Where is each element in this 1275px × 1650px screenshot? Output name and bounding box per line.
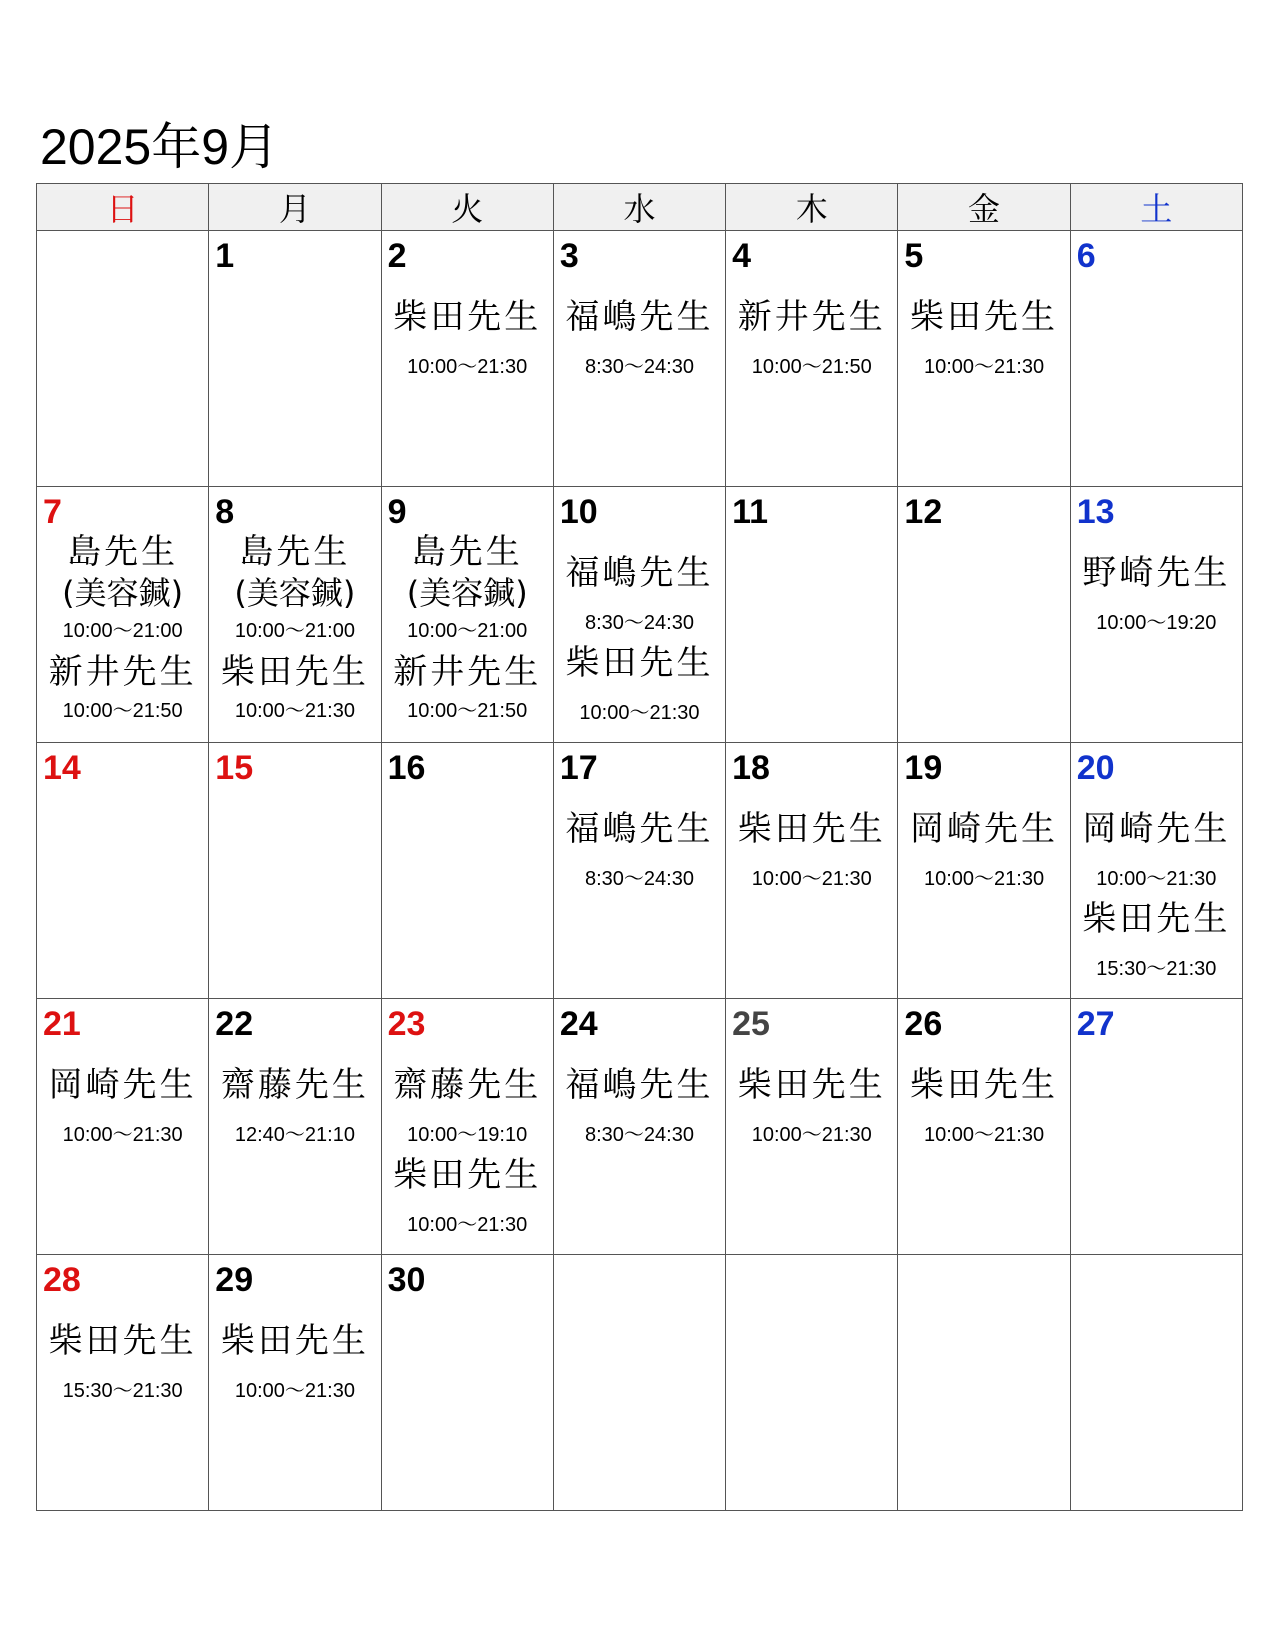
- shift-time: 10:00〜21:30: [751, 868, 872, 890]
- weekday-header-mon: 月: [209, 184, 381, 231]
- shift-list: [382, 531, 553, 731]
- weekday-header-tue: 火: [381, 184, 553, 231]
- shift-time: 10:00〜21:30: [407, 356, 528, 378]
- instructor-name: 柴田先生: [910, 1065, 1059, 1105]
- shift-list: [209, 1319, 380, 1413]
- day-cell[interactable]: [1070, 1255, 1242, 1511]
- shift-time: 10:00〜21:00: [234, 620, 355, 642]
- shift-time: 10:00〜21:30: [407, 1214, 528, 1236]
- day-cell[interactable]: [209, 1255, 381, 1511]
- shift-time: 10:00〜21:30: [234, 700, 355, 722]
- day-cell[interactable]: [1070, 743, 1242, 999]
- shift-time: 10:00〜21:00: [62, 620, 183, 642]
- day-cell[interactable]: [898, 999, 1070, 1255]
- shift-time: 10:00〜21:50: [62, 700, 183, 722]
- weekday-header-fri: 金: [898, 184, 1070, 231]
- day-cell[interactable]: [1070, 487, 1242, 743]
- day-number: 10: [559, 493, 598, 531]
- day-cell[interactable]: [553, 487, 725, 743]
- day-cell[interactable]: [209, 231, 381, 487]
- instructor-name: 福嶋先生: [565, 553, 714, 593]
- day-number: 16: [387, 749, 426, 787]
- day-number: 8: [215, 493, 235, 531]
- shift-list: [382, 295, 553, 389]
- shift-list: [554, 295, 725, 389]
- day-cell[interactable]: [381, 231, 553, 487]
- instructor-name: 島先生: [67, 532, 179, 572]
- weekday-header-wed: 水: [553, 184, 725, 231]
- shift-time: 12:40〜21:10: [234, 1124, 355, 1146]
- shift-time: 10:00〜21:50: [751, 356, 872, 378]
- shift-time: 10:00〜21:30: [579, 702, 700, 724]
- week-row: [37, 231, 1243, 487]
- day-cell[interactable]: [553, 743, 725, 999]
- shift-list: [37, 1063, 208, 1157]
- day-number: 12: [904, 493, 943, 531]
- day-cell[interactable]: [381, 487, 553, 743]
- instructor-name: 柴田先生: [737, 809, 886, 849]
- day-cell[interactable]: [209, 999, 381, 1255]
- instructor-name: 新井先生: [393, 652, 542, 692]
- day-cell[interactable]: [553, 231, 725, 487]
- shift-list: [554, 551, 725, 731]
- shift-time: 8:30〜24:30: [584, 1124, 694, 1146]
- shift-time: 8:30〜24:30: [584, 868, 694, 890]
- instructor-name: 柴田先生: [910, 297, 1059, 337]
- instructor-name: 福嶋先生: [565, 297, 714, 337]
- instructor-name: 野崎先生: [1082, 553, 1231, 593]
- shift-time: 10:00〜21:00: [407, 620, 528, 642]
- shift-time: 10:00〜21:30: [1096, 868, 1217, 890]
- shift-time: 10:00〜21:30: [923, 1124, 1045, 1146]
- shift-list: [554, 1063, 725, 1157]
- shift-list: [726, 807, 897, 901]
- day-number: 5: [904, 237, 924, 275]
- day-number: 18: [732, 749, 770, 787]
- day-number: 15: [215, 749, 254, 787]
- day-number: 3: [559, 237, 579, 275]
- shift-list: [209, 1063, 380, 1157]
- treatment-note: (美容鍼): [406, 574, 528, 612]
- instructor-name: 島先生: [239, 532, 351, 572]
- instructor-name: 柴田先生: [220, 1321, 369, 1361]
- day-number: 30: [387, 1261, 426, 1299]
- day-cell[interactable]: [37, 999, 209, 1255]
- instructor-name: 齋藤先生: [393, 1065, 542, 1105]
- instructor-name: 福嶋先生: [565, 809, 714, 849]
- day-cell[interactable]: [726, 231, 898, 487]
- instructor-name: 福嶋先生: [565, 1065, 714, 1105]
- day-number: 11: [732, 493, 769, 531]
- day-cell[interactable]: [209, 487, 381, 743]
- day-number: 27: [1076, 1005, 1115, 1043]
- day-number: 28: [43, 1261, 81, 1299]
- shift-list: [37, 531, 208, 731]
- day-number: 14: [43, 749, 81, 787]
- shift-time: 10:00〜19:10: [407, 1124, 528, 1146]
- shift-time: 8:30〜24:30: [584, 356, 694, 378]
- weekday-header-row: [37, 184, 1243, 231]
- day-cell[interactable]: [381, 1255, 553, 1511]
- instructor-name: 柴田先生: [48, 1321, 197, 1361]
- instructor-name: 岡崎先生: [48, 1065, 197, 1105]
- day-cell[interactable]: [381, 999, 553, 1255]
- treatment-note: (美容鍼): [62, 574, 184, 612]
- shift-time: 10:00〜21:30: [234, 1380, 355, 1402]
- day-number: 22: [215, 1005, 254, 1043]
- day-cell[interactable]: [553, 1255, 725, 1511]
- shift-list: [898, 807, 1069, 901]
- shift-list: [1071, 807, 1242, 987]
- week-row: [37, 487, 1243, 743]
- shift-list: [726, 295, 897, 389]
- day-cell[interactable]: [726, 743, 898, 999]
- day-cell[interactable]: [209, 743, 381, 999]
- shift-list: [726, 1063, 897, 1157]
- instructor-name: 岡崎先生: [910, 809, 1059, 849]
- instructor-name: 島先生: [411, 532, 523, 572]
- shift-time: 8:30〜24:30: [584, 612, 694, 634]
- instructor-name: 新井先生: [48, 652, 197, 692]
- day-number: 29: [215, 1261, 254, 1299]
- day-cell[interactable]: [37, 231, 209, 487]
- shift-list: [898, 1063, 1069, 1157]
- instructor-name: 柴田先生: [393, 297, 542, 337]
- day-cell[interactable]: [381, 743, 553, 999]
- day-cell[interactable]: [898, 487, 1070, 743]
- instructor-name: 新井先生: [737, 297, 886, 337]
- day-number: 9: [387, 493, 407, 531]
- calendar-grid: [36, 183, 1243, 1511]
- page-title: 2025年9月: [40, 119, 280, 175]
- shift-time: 15:30〜21:30: [62, 1380, 183, 1402]
- shift-list: [209, 531, 380, 731]
- day-number: 25: [732, 1005, 770, 1043]
- weekday-header-sun: 日: [37, 184, 209, 231]
- day-cell[interactable]: [1070, 999, 1242, 1255]
- treatment-note: (美容鍼): [234, 574, 356, 612]
- instructor-name: 齋藤先生: [220, 1065, 369, 1105]
- shift-time: 10:00〜21:30: [751, 1124, 872, 1146]
- instructor-name: 柴田先生: [393, 1155, 542, 1195]
- weekday-header-thu: 木: [726, 184, 898, 231]
- day-number: 2: [387, 237, 407, 275]
- instructor-name: 岡崎先生: [1082, 809, 1231, 849]
- shift-time: 15:30〜21:30: [1096, 958, 1217, 980]
- day-number: 24: [559, 1005, 598, 1043]
- day-cell[interactable]: [1070, 231, 1242, 487]
- day-number: 17: [559, 749, 598, 787]
- shift-list: [898, 295, 1069, 389]
- day-cell[interactable]: [726, 999, 898, 1255]
- day-number: 20: [1076, 749, 1115, 787]
- day-cell[interactable]: [898, 1255, 1070, 1511]
- day-number: 6: [1076, 237, 1096, 275]
- instructor-name: 柴田先生: [220, 652, 369, 692]
- day-cell[interactable]: [726, 487, 898, 743]
- day-cell[interactable]: [898, 743, 1070, 999]
- instructor-name: 柴田先生: [565, 643, 714, 683]
- weekday-header-sat: 土: [1070, 184, 1242, 231]
- shift-list: [382, 1063, 553, 1243]
- shift-time: 10:00〜21:50: [407, 700, 528, 722]
- day-cell[interactable]: [37, 1255, 209, 1511]
- day-cell[interactable]: [37, 743, 209, 999]
- day-number: 23: [387, 1005, 426, 1043]
- week-row: [37, 999, 1243, 1255]
- shift-time: 10:00〜21:30: [62, 1124, 183, 1146]
- day-number: 21: [43, 1005, 81, 1043]
- day-number: 13: [1076, 493, 1115, 531]
- day-cell[interactable]: [726, 1255, 898, 1511]
- shift-time: 10:00〜19:20: [1096, 612, 1217, 634]
- day-cell[interactable]: [898, 231, 1070, 487]
- day-number: 7: [43, 493, 62, 531]
- shift-time: 10:00〜21:30: [923, 356, 1045, 378]
- calendar-body: [37, 231, 1243, 1511]
- week-row: [37, 743, 1243, 999]
- shift-list: [1071, 551, 1242, 645]
- day-cell[interactable]: [553, 999, 725, 1255]
- day-number: 26: [904, 1005, 943, 1043]
- day-number: 19: [904, 749, 943, 787]
- shift-time: 10:00〜21:30: [923, 868, 1045, 890]
- week-row: [37, 1255, 1243, 1511]
- day-number: 1: [215, 237, 235, 275]
- shift-list: [37, 1319, 208, 1413]
- instructor-name: 柴田先生: [1082, 899, 1231, 939]
- instructor-name: 柴田先生: [737, 1065, 886, 1105]
- day-number: 4: [732, 237, 752, 275]
- shift-list: [554, 807, 725, 901]
- day-cell[interactable]: [37, 487, 209, 743]
